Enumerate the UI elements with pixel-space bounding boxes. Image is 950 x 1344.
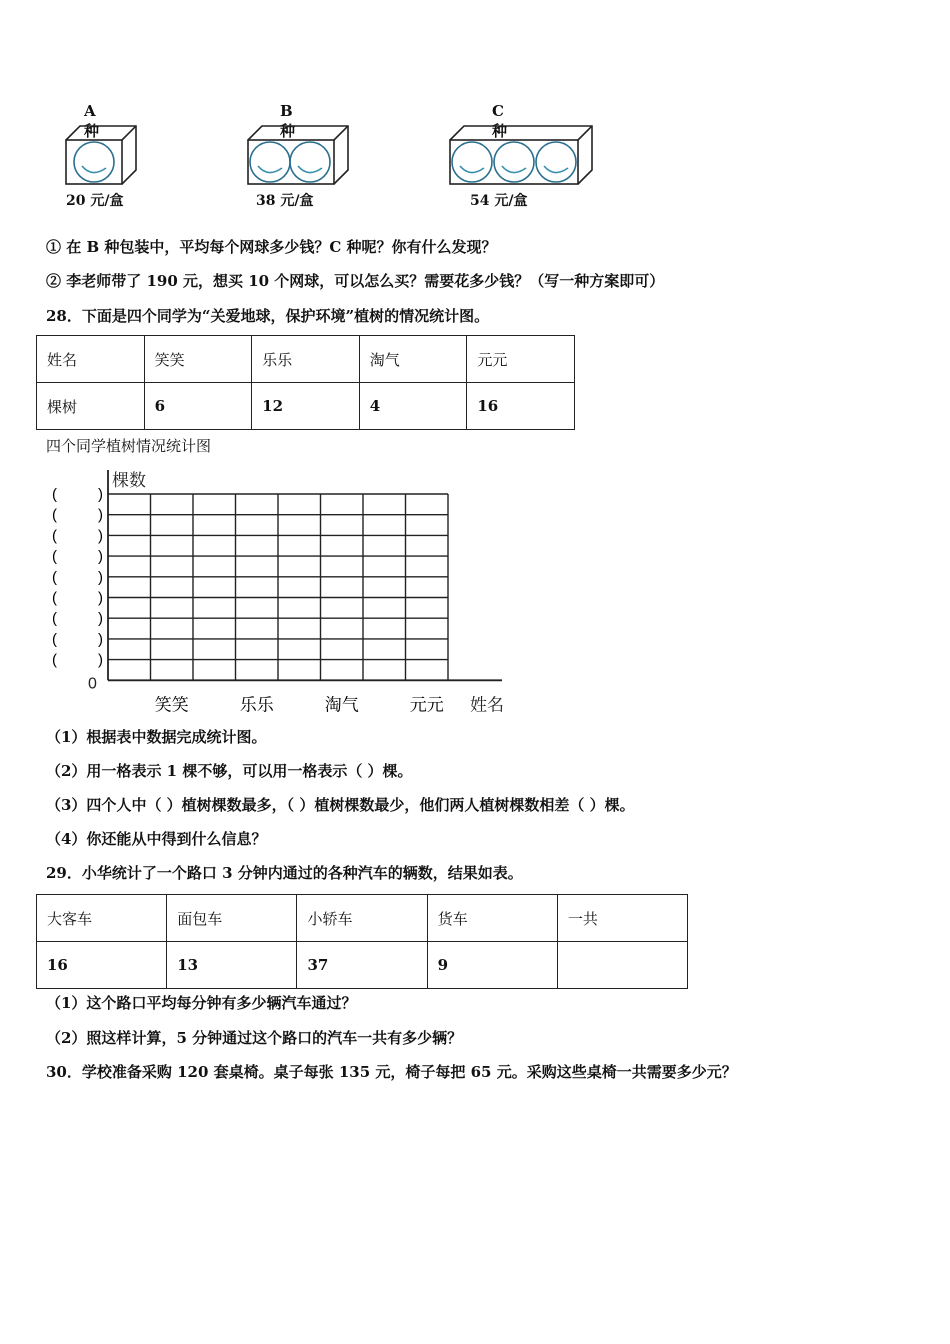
chart-y-tick-close: ) bbox=[98, 630, 103, 648]
q29-cell: 37 bbox=[297, 942, 427, 989]
chart-y-tick-close: ) bbox=[98, 486, 103, 503]
q28-sub3: （3）四个人中（ ）植树棵数最多，（ ）植树棵数最少，他们两人植树棵数相差（ ）棵。 bbox=[46, 796, 635, 814]
package-a-box-icon bbox=[62, 122, 142, 192]
q28-table-row-header bbox=[37, 336, 575, 383]
q29-cell bbox=[557, 942, 687, 989]
q29-cell: 小轿车 bbox=[297, 895, 427, 942]
chart-zero-label: 0 bbox=[88, 675, 97, 693]
q29-table bbox=[36, 894, 688, 989]
package-b-price: 38 元/盒 bbox=[256, 193, 314, 209]
q29-cell: 大客车 bbox=[37, 895, 167, 942]
q29-title: 29．小华统计了一个路口 3 分钟内通过的各种汽车的辆数，结果如表。 bbox=[46, 864, 523, 882]
chart-y-tick-open: ( bbox=[52, 486, 57, 503]
q28-cell: 16 bbox=[467, 383, 575, 430]
chart-y-tick-open: ( bbox=[52, 589, 57, 607]
q29-table-row-values bbox=[37, 942, 688, 989]
package-c-box-icon bbox=[446, 122, 596, 192]
chart-ylabel: 棵数 bbox=[112, 471, 146, 490]
q28-title: 28．下面是四个同学为“关爱地球，保护环境”植树的情况统计图。 bbox=[46, 307, 490, 325]
chart-y-ticks bbox=[52, 486, 103, 669]
q29-cell: 一共 bbox=[557, 895, 687, 942]
chart-x-labels bbox=[155, 695, 444, 712]
chart-xlabel: 姓名 bbox=[470, 695, 504, 712]
q28-cell: 12 bbox=[252, 383, 360, 430]
chart-y-tick-open: ( bbox=[52, 506, 57, 524]
q28-cell: 棵树 bbox=[37, 383, 145, 430]
package-illustrations bbox=[40, 100, 640, 220]
q28-cell: 元元 bbox=[467, 336, 575, 383]
q29-cell: 面包车 bbox=[167, 895, 297, 942]
q28-cell: 乐乐 bbox=[252, 336, 360, 383]
chart-y-tick-open: ( bbox=[52, 548, 57, 566]
chart-grid bbox=[108, 470, 502, 680]
q29-cell: 货车 bbox=[427, 895, 557, 942]
chart-y-tick-close: ) bbox=[98, 506, 103, 524]
chart-y-tick-close: ) bbox=[98, 610, 103, 628]
chart-x-tick-label: 乐乐 bbox=[239, 695, 274, 712]
chart-y-tick-close: ) bbox=[98, 527, 103, 545]
package-c-price: 54 元/盒 bbox=[470, 193, 528, 209]
q27-sub1: ① 在 B 种包装中，平均每个网球多少钱？C 种呢？你有什么发现？ bbox=[46, 238, 497, 256]
chart-y-tick-close: ) bbox=[98, 548, 103, 566]
q30-title: 30．学校准备采购 120 套桌椅。桌子每张 135 元，椅子每把 65 元。采购这些桌椅一共需要多少元？ bbox=[46, 1063, 737, 1081]
chart-y-tick-open: ( bbox=[52, 651, 57, 669]
q28-sub4: （4）你还能从中得到什么信息？ bbox=[46, 830, 267, 848]
q28-sub2: （2）用一格表示 1 棵不够，可以用一格表示（ ）棵。 bbox=[46, 762, 413, 780]
q28-table-row-values bbox=[37, 383, 575, 430]
package-b-label: B种 bbox=[280, 102, 296, 140]
q28-cell: 淘气 bbox=[359, 336, 467, 383]
package-a-price: 20 元/盒 bbox=[66, 193, 124, 209]
chart-y-tick-open: ( bbox=[52, 610, 57, 628]
q28-chart-caption: 四个同学植树情况统计图 bbox=[46, 437, 212, 455]
q28-cell: 笑笑 bbox=[144, 336, 252, 383]
chart-x-tick-label: 笑笑 bbox=[154, 695, 189, 712]
q29-sub1: （1）这个路口平均每分钟有多少辆汽车通过？ bbox=[46, 994, 357, 1012]
q28-cell: 4 bbox=[359, 383, 467, 430]
q28-table bbox=[36, 335, 575, 430]
q29-cell: 9 bbox=[427, 942, 557, 989]
package-c-label: C种 bbox=[492, 102, 508, 140]
q28-sub1: （1）根据表中数据完成统计图。 bbox=[46, 728, 267, 746]
q28-cell: 姓名 bbox=[37, 336, 145, 383]
package-b-box-icon bbox=[244, 122, 354, 192]
q28-cell: 6 bbox=[144, 383, 252, 430]
chart-y-tick-close: ) bbox=[98, 589, 103, 607]
q29-table-row-header bbox=[37, 895, 688, 942]
q29-cell: 16 bbox=[37, 942, 167, 989]
chart-y-tick-open: ( bbox=[52, 568, 57, 586]
chart-y-tick-close: ) bbox=[98, 568, 103, 586]
tree-planting-chart bbox=[44, 462, 524, 712]
chart-y-tick-open: ( bbox=[52, 630, 57, 648]
chart-x-tick-label: 元元 bbox=[409, 695, 444, 712]
chart-y-tick-open: ( bbox=[52, 527, 57, 545]
chart-y-tick-close: ) bbox=[98, 651, 103, 669]
q29-cell: 13 bbox=[167, 942, 297, 989]
chart-x-tick-label: 淘气 bbox=[324, 695, 359, 712]
q27-sub2: ② 李老师带了 190 元，想买 10 个网球，可以怎么买？需要花多少钱？（写一种方案即可） bbox=[46, 272, 665, 290]
package-a-label: A种 bbox=[84, 102, 100, 140]
q29-sub2: （2）照这样计算，5 分钟通过这个路口的汽车一共有多少辆？ bbox=[46, 1029, 463, 1047]
